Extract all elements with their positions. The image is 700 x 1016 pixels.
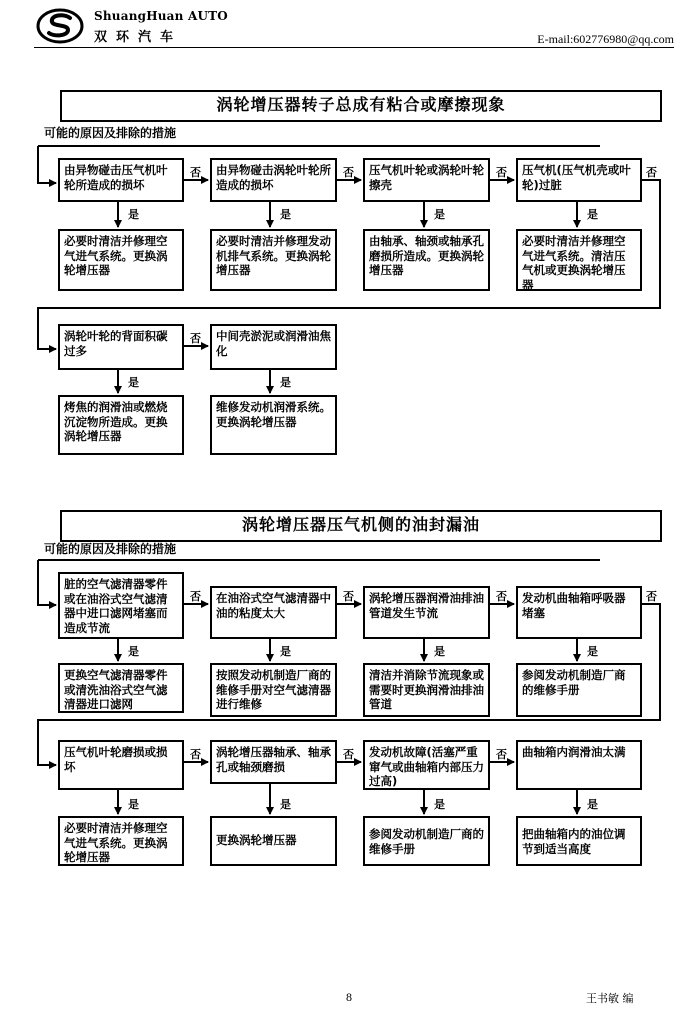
brand-name-cn: 双环汽车 — [94, 30, 183, 45]
page-number: 8 — [346, 990, 352, 1004]
no-label: 否 — [190, 166, 201, 179]
no-label: 否 — [646, 166, 657, 179]
yes-label: 是 — [280, 376, 291, 389]
no-label: 否 — [190, 332, 201, 345]
s1-cause-3: 压气机叶轮或涡轮叶轮擦壳 — [363, 158, 490, 202]
s1-remedy-6: 维修发动机润滑系统。更换涡轮增压器 — [210, 395, 337, 455]
s2-remedy-8: 把曲轴箱内的油位调节到适当高度 — [516, 816, 642, 866]
s2-cause-1: 脏的空气滤清器零件或在油浴式空气滤清器中进口滤网堵塞而造成节流 — [58, 572, 184, 639]
s1-cause-1: 由异物碰击压气机叶轮所造成的损坏 — [58, 158, 184, 202]
s2-remedy-3: 清洁并消除节流现象或需要时更换润滑油排油管道 — [363, 663, 490, 717]
no-label: 否 — [496, 748, 507, 761]
yes-label: 是 — [280, 798, 291, 811]
s2-remedy-7: 参阅发动机制造厂商的维修手册 — [363, 816, 490, 866]
section1-title: 涡轮增压器转子总成有粘合或摩擦现象 — [60, 90, 662, 122]
s1-cause-2: 由异物碰击涡轮叶轮所造成的损坏 — [210, 158, 337, 202]
s2-cause-6: 涡轮增压器轴承、轴承孔或轴颈磨损 — [210, 740, 337, 784]
yes-label: 是 — [434, 798, 445, 811]
s2-cause-3: 涡轮增压器润滑油排油管道发生节流 — [363, 586, 490, 639]
brand-name-en: ShuangHuan AUTO — [94, 9, 228, 23]
s2-cause-7: 发动机故障(活塞严重窜气或曲轴箱内部压力过高) — [363, 740, 490, 790]
contact-email: E-mail:602776980@qq.com — [537, 32, 674, 46]
yes-label: 是 — [280, 208, 291, 221]
yes-label: 是 — [587, 208, 598, 221]
yes-label: 是 — [434, 208, 445, 221]
yes-label: 是 — [434, 645, 445, 658]
yes-label: 是 — [128, 798, 139, 811]
editor-credit: 王书敏 编 — [586, 992, 634, 1005]
s1-remedy-4: 必要时清洁并修理空气进气系统。清洁压气机或更换涡轮增压器 — [516, 229, 642, 291]
no-label: 否 — [343, 166, 354, 179]
yes-label: 是 — [128, 376, 139, 389]
section2-title: 涡轮增压器压气机侧的油封漏油 — [60, 510, 662, 542]
s2-cause-4: 发动机曲轴箱呼吸器堵塞 — [516, 586, 642, 639]
s2-cause-5: 压气机叶轮磨损或损坏 — [58, 740, 184, 790]
s1-remedy-2: 必要时清洁并修理发动机排气系统。更换涡轮增压器 — [210, 229, 337, 291]
no-label: 否 — [496, 166, 507, 179]
no-label: 否 — [343, 748, 354, 761]
yes-label: 是 — [280, 645, 291, 658]
yes-label: 是 — [128, 208, 139, 221]
s2-remedy-5: 必要时清洁并修理空气进气系统。更换涡轮增压器 — [58, 816, 184, 866]
s2-cause-2: 在油浴式空气滤清器中油的粘度太大 — [210, 586, 337, 639]
no-label: 否 — [343, 590, 354, 603]
s1-remedy-5: 烤焦的润滑油或燃烧沉淀物所造成。更换涡轮增压器 — [58, 395, 184, 455]
yes-label: 是 — [587, 798, 598, 811]
s1-cause-5: 涡轮叶轮的背面积碳过多 — [58, 324, 184, 370]
section1-subtitle: 可能的原因及排除的措施 — [44, 126, 177, 140]
no-label: 否 — [646, 590, 657, 603]
s1-remedy-3: 由轴承、轴颈或轴承孔磨损所造成。更换涡轮增压器 — [363, 229, 490, 291]
no-label: 否 — [190, 590, 201, 603]
s2-remedy-4: 参阅发动机制造厂商的维修手册 — [516, 663, 642, 717]
s2-remedy-2: 按照发动机制造厂商的维修手册对空气滤清器进行维修 — [210, 663, 337, 717]
s1-cause-6: 中间壳淤泥或润滑油焦化 — [210, 324, 337, 370]
yes-label: 是 — [587, 645, 598, 658]
section2-subtitle: 可能的原因及排除的措施 — [44, 542, 177, 556]
s1-remedy-1: 必要时清洁并修理空气进气系统。更换涡轮增压器 — [58, 229, 184, 291]
s2-remedy-1: 更换空气滤清器零件或清洗油浴式空气滤清器进口滤网 — [58, 663, 184, 713]
yes-label: 是 — [128, 645, 139, 658]
no-label: 否 — [496, 590, 507, 603]
s1-cause-4: 压气机(压气机壳或叶轮)过脏 — [516, 158, 642, 202]
s2-cause-8: 曲轴箱内润滑油太满 — [516, 740, 642, 790]
no-label: 否 — [190, 748, 201, 761]
s2-remedy-6: 更换涡轮增压器 — [210, 816, 337, 866]
